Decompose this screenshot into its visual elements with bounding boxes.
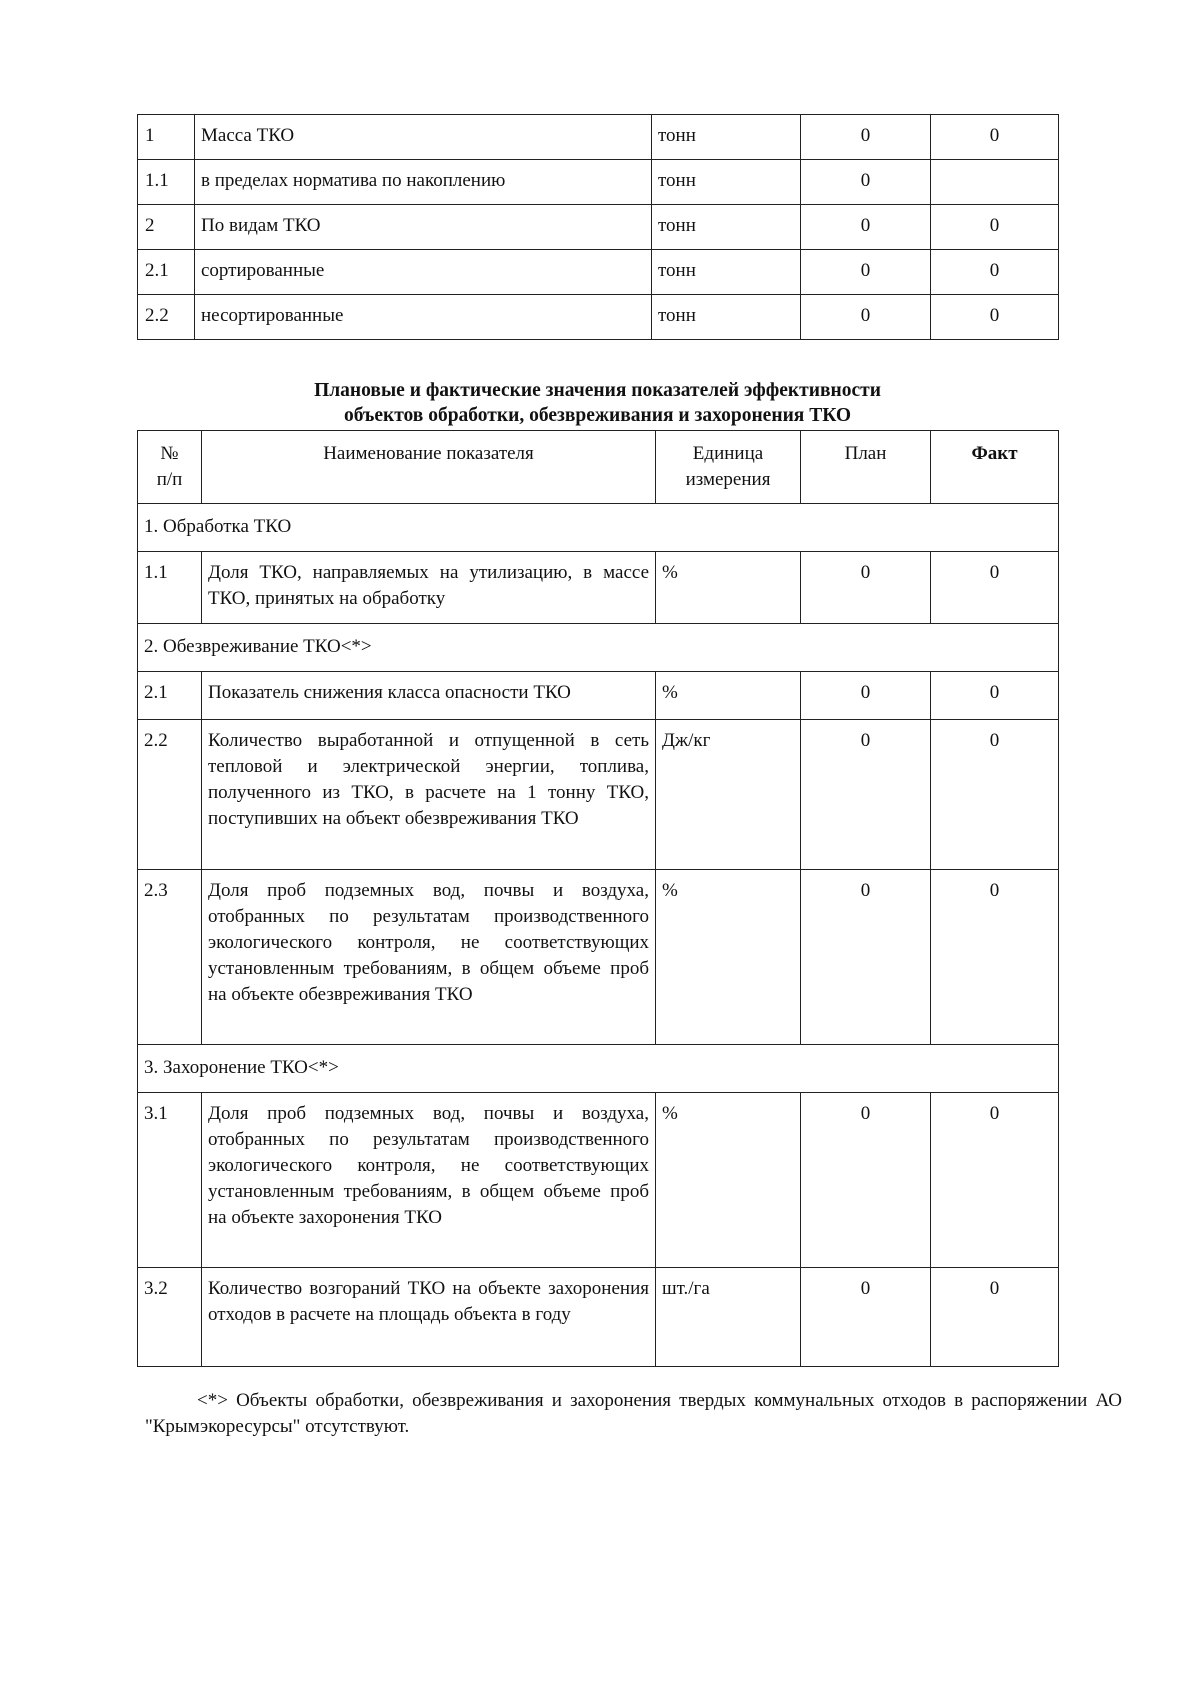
header-number — [138, 431, 202, 504]
row-unit: тонн — [652, 160, 801, 205]
header-unit-line1: Единица — [692, 443, 764, 464]
row-fact: 0 — [931, 870, 1059, 1045]
table-row — [138, 205, 1059, 250]
row-plan: 0 — [801, 672, 931, 720]
row-fact — [931, 160, 1059, 205]
header-plan: План — [801, 431, 931, 504]
header-number-line2: п/п — [156, 469, 183, 490]
row-number: 2.1 — [138, 672, 202, 720]
table-row — [138, 295, 1059, 340]
row-unit: тонн — [652, 115, 801, 160]
row-number: 2.3 — [138, 870, 202, 1045]
row-plan: 0 — [801, 160, 931, 205]
efficiency-title-line1: Плановые и фактические значения показателей эффективности — [314, 380, 881, 401]
row-unit: % — [656, 672, 801, 720]
row-name: Доля проб подземных вод, почвы и воздуха, отобранных по результатам производственного экологического контроля, не соответствующих установленным требованиям, в общем объеме проб на объекте захоронения ТКО — [202, 1093, 656, 1268]
row-number: 1.1 — [138, 552, 202, 624]
table-row — [138, 672, 1059, 720]
row-name: По видам ТКО — [195, 205, 652, 250]
efficiency-title — [137, 378, 1058, 428]
row-unit: % — [656, 552, 801, 624]
table-row — [138, 1093, 1059, 1268]
section-row — [138, 504, 1059, 552]
header-unit-line2: измерения — [685, 469, 771, 490]
row-unit: % — [656, 1093, 801, 1268]
row-fact: 0 — [931, 250, 1059, 295]
row-plan: 0 — [801, 295, 931, 340]
header-fact: Факт — [931, 431, 1059, 504]
header-unit — [656, 431, 801, 504]
row-fact: 0 — [931, 295, 1059, 340]
efficiency-table — [137, 430, 1059, 1367]
row-fact: 0 — [931, 205, 1059, 250]
table-row — [138, 870, 1059, 1045]
row-name: сортированные — [195, 250, 652, 295]
row-fact: 0 — [931, 552, 1059, 624]
row-plan: 0 — [801, 870, 931, 1045]
row-number: 1 — [138, 115, 195, 160]
header-name: Наименование показателя — [202, 431, 656, 504]
row-number: 2.2 — [138, 295, 195, 340]
row-name: Масса ТКО — [195, 115, 652, 160]
row-name: Доля проб подземных вод, почвы и воздуха, отобранных по результатам производственного экологического контроля, не соответствующих установленным требованиям, в общем объеме проб на объекте обезвреживания ТКО — [202, 870, 656, 1045]
row-fact: 0 — [931, 1093, 1059, 1268]
efficiency-title-line2: объектов обработки, обезвреживания и захоронения ТКО — [343, 405, 852, 426]
section-title: 1. Обработка ТКО — [138, 504, 1059, 552]
row-plan: 0 — [801, 552, 931, 624]
row-name: несортированные — [195, 295, 652, 340]
row-number: 2 — [138, 205, 195, 250]
mass-table — [137, 114, 1059, 340]
row-fact: 0 — [931, 672, 1059, 720]
section-title: 3. Захоронение ТКО<*> — [138, 1045, 1059, 1093]
table-row — [138, 720, 1059, 870]
row-plan: 0 — [801, 720, 931, 870]
section-row — [138, 1045, 1059, 1093]
row-number: 3.1 — [138, 1093, 202, 1268]
row-name: в пределах норматива по накоплению — [195, 160, 652, 205]
row-fact: 0 — [931, 1268, 1059, 1367]
row-unit: тонн — [652, 205, 801, 250]
header-number-line1: № — [160, 443, 179, 464]
row-unit: Дж/кг — [656, 720, 801, 870]
table-row — [138, 552, 1059, 624]
section-title: 2. Обезвреживание ТКО<*> — [138, 624, 1059, 672]
row-plan: 0 — [801, 250, 931, 295]
row-unit: % — [656, 870, 801, 1045]
table-row — [138, 250, 1059, 295]
table-row — [138, 160, 1059, 205]
row-plan: 0 — [801, 115, 931, 160]
section-row — [138, 624, 1059, 672]
row-unit: тонн — [652, 250, 801, 295]
header-row — [138, 431, 1059, 504]
row-plan: 0 — [801, 1093, 931, 1268]
row-number: 1.1 — [138, 160, 195, 205]
footnote: <*> Объекты обработки, обезвреживания и захоронения твердых коммунальных отходов в распоряжении АО "Крымэкоресурсы" отсутствуют. — [145, 1390, 1122, 1437]
row-unit: тонн — [652, 295, 801, 340]
row-plan: 0 — [801, 205, 931, 250]
row-name: Показатель снижения класса опасности ТКО — [202, 672, 656, 720]
row-fact: 0 — [931, 720, 1059, 870]
row-name: Количество выработанной и отпущенной в сеть тепловой и электрической энергии, топлива, полученного из ТКО, в расчете на 1 тонну ТКО, поступивших на объект обезвреживания ТКО — [202, 720, 656, 870]
row-fact: 0 — [931, 115, 1059, 160]
row-number: 2.2 — [138, 720, 202, 870]
table-row — [138, 1268, 1059, 1367]
row-unit: шт./га — [656, 1268, 801, 1367]
row-name: Количество возгораний ТКО на объекте захоронения отходов в расчете на площадь объекта в году — [202, 1268, 656, 1367]
row-name: Доля ТКО, направляемых на утилизацию, в массе ТКО, принятых на обработку — [202, 552, 656, 624]
row-number: 3.2 — [138, 1268, 202, 1367]
row-plan: 0 — [801, 1268, 931, 1367]
table-row — [138, 115, 1059, 160]
row-number: 2.1 — [138, 250, 195, 295]
